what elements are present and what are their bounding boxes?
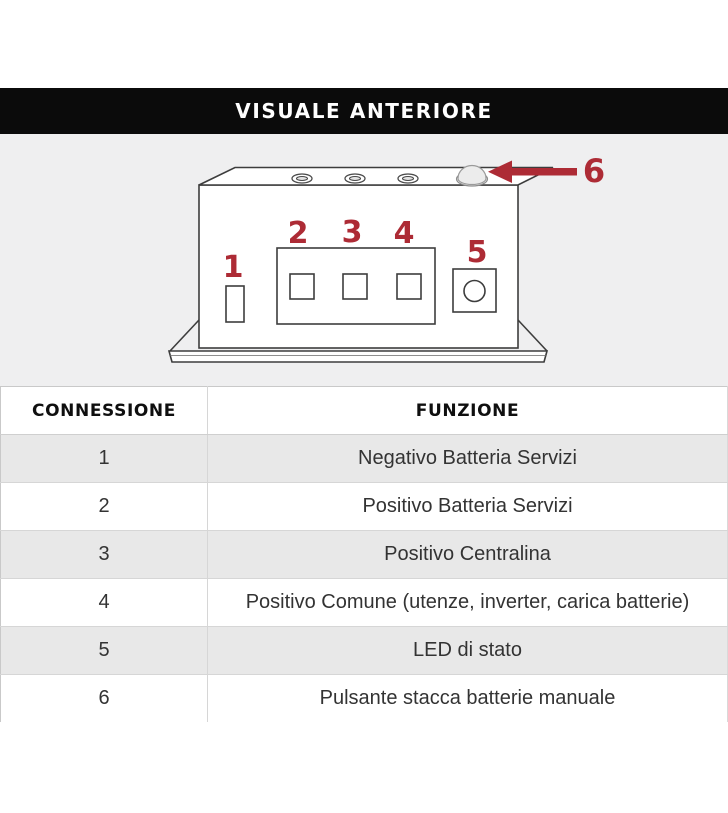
function-cell: LED di stato — [208, 627, 728, 675]
table-row — [1, 483, 728, 531]
device-drawing — [0, 134, 728, 386]
function-cell: Positivo Batteria Servizi — [208, 483, 728, 531]
connection-cell: 6 — [1, 675, 208, 723]
screw-slot-icon — [297, 177, 308, 181]
callout-number-1: 1 — [222, 250, 244, 285]
terminal-1-negative — [226, 286, 244, 322]
flange-left-edge — [170, 320, 199, 351]
function-cell: Pulsante stacca batterie manuale — [319, 687, 616, 709]
section-title-bar — [0, 88, 728, 134]
function-cell: Negativo Batteria Servizi — [208, 435, 728, 483]
table-row — [1, 579, 728, 627]
callout-number-6: 6 — [582, 152, 606, 190]
connection-cell: 1 — [1, 435, 208, 483]
section-title: VISUALE ANTERIORE — [235, 99, 493, 123]
table-row — [1, 531, 728, 579]
table-row — [1, 675, 728, 723]
flange-right-edge — [518, 320, 547, 351]
front-view-diagram — [0, 134, 728, 386]
status-led-icon — [464, 281, 485, 302]
terminal-2-contact — [290, 274, 314, 299]
callout-number-2: 2 — [287, 216, 309, 251]
table-header-row — [1, 387, 728, 435]
screw-slot-icon — [403, 177, 414, 181]
terminal-4-contact — [397, 274, 421, 299]
callout-number-5: 5 — [466, 235, 488, 270]
table-row — [1, 435, 728, 483]
arrow-shaft — [510, 168, 577, 176]
callout-number-4: 4 — [393, 216, 415, 251]
column-header-funzione: FUNZIONE — [208, 387, 728, 435]
callout-number-3: 3 — [341, 215, 363, 250]
bottom-margin — [0, 722, 728, 813]
table-row — [1, 627, 728, 675]
connection-cell: 4 — [1, 579, 208, 627]
screw-slot-icon — [350, 177, 361, 181]
function-cell: Positivo Centralina — [208, 531, 728, 579]
top-margin — [0, 0, 728, 88]
connection-cell: 3 — [1, 531, 208, 579]
base-plate — [169, 351, 547, 362]
function-cell: Positivo Comune (utenze, inverter, carica batterie) — [208, 579, 728, 627]
terminal-3-contact — [343, 274, 367, 299]
column-header-connessione: CONNESSIONE — [1, 387, 208, 435]
connection-cell: 2 — [1, 483, 208, 531]
connection-function-table — [0, 386, 728, 722]
connection-cell: 5 — [1, 627, 208, 675]
